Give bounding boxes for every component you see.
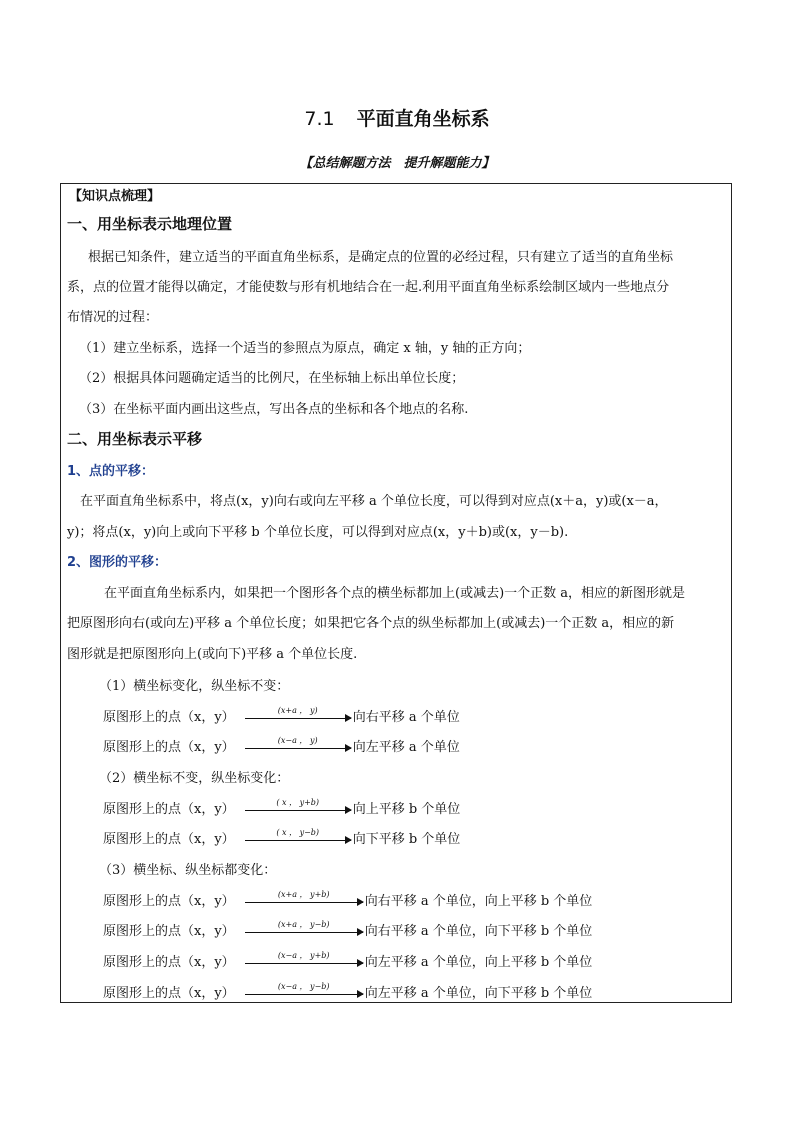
- rule-prefix: 原图形上的点（x，y）: [103, 986, 235, 1001]
- rule-prefix: 原图形上的点（x，y）: [103, 740, 235, 755]
- rule-prefix: 原图形上的点（x，y）: [103, 894, 235, 909]
- arrow-label: ( x ， y+b): [276, 797, 320, 807]
- shape-translation-line: 把原图形向右(或向左)平移 a 个单位长度；如果把它各个点的纵坐标都加上(或减去)一个正数 a，相应的新: [67, 616, 675, 631]
- right-arrow-icon: [245, 827, 351, 841]
- arrow-label: (x+a ， y+b): [277, 889, 330, 899]
- section-1-step: （2）根据具体问题确定适当的比例尺，在坐标轴上标出单位长度；: [79, 371, 465, 386]
- rule-line: [103, 950, 593, 971]
- rule-result: 向上平移 b 个单位: [352, 802, 461, 817]
- knowledge-box: [60, 183, 732, 1003]
- section-tag: 【知识点梳理】: [69, 189, 161, 204]
- right-arrow-icon: [245, 950, 363, 964]
- section-1-step: （1）建立坐标系，选择一个适当的参照点为原点，确定 x 轴，y 轴的正方向；: [79, 341, 531, 356]
- title-number: 7.1: [304, 108, 335, 130]
- right-arrow-icon: [245, 919, 363, 933]
- shape-translation-line: 图形就是把原图形向上(或向下)平移 a 个单位长度.: [67, 647, 358, 662]
- rule-result: 向左平移 a 个单位，向上平移 b 个单位: [364, 955, 593, 970]
- arrow-label: (x−a ， y+b): [277, 950, 330, 960]
- rule-line: [103, 735, 460, 756]
- rule-line: [103, 797, 461, 818]
- rule-result: 向左平移 a 个单位: [352, 740, 460, 755]
- rule-line: [103, 981, 593, 1002]
- shape-translation-heading: 2、图形的平移：: [67, 555, 168, 570]
- section-1-paragraph-line: 系，点的位置才能得以确定，才能使数与形有机地结合在一起.利用平面直角坐标系绘制区域内一些地点分: [67, 280, 670, 295]
- arrow-label: (x−a ， y−b): [277, 981, 330, 991]
- section-1-paragraph-line: 布情况的过程：: [67, 310, 159, 325]
- arrow-label: (x+a ， y): [277, 705, 318, 715]
- case-heading: （1）横坐标变化，纵坐标不变：: [99, 679, 290, 694]
- rule-line: [103, 827, 461, 848]
- rule-line: [103, 705, 460, 726]
- section-1-paragraph-line: 根据已知条件，建立适当的平面直角坐标系，是确定点的位置的必经过程，只有建立了适当的直角坐标: [88, 250, 674, 265]
- rule-prefix: 原图形上的点（x，y）: [103, 832, 235, 847]
- arrow-label: ( x ， y−b): [276, 827, 320, 837]
- right-arrow-icon: [245, 735, 351, 749]
- case-heading: （3）横坐标、纵坐标都变化：: [99, 863, 277, 878]
- section-1-step: （3）在坐标平面内画出这些点，写出各点的坐标和各个地点的名称.: [79, 402, 469, 417]
- rule-result: 向左平移 a 个单位，向下平移 b 个单位: [364, 986, 593, 1001]
- rule-prefix: 原图形上的点（x，y）: [103, 710, 235, 725]
- right-arrow-icon: [245, 889, 363, 903]
- page-title: [0, 104, 794, 131]
- case-heading: （2）横坐标不变，纵坐标变化：: [99, 771, 290, 786]
- point-translation-heading: 1、点的平移：: [67, 464, 155, 479]
- rule-prefix: 原图形上的点（x，y）: [103, 955, 235, 970]
- rule-prefix: 原图形上的点（x，y）: [103, 924, 235, 939]
- rule-result: 向右平移 a 个单位: [352, 710, 460, 725]
- title-text: 平面直角坐标系: [356, 108, 490, 130]
- rule-prefix: 原图形上的点（x，y）: [103, 802, 235, 817]
- section-1-heading: 一、用坐标表示地理位置: [67, 215, 233, 233]
- right-arrow-icon: [245, 797, 351, 811]
- point-translation-line: 在平面直角坐标系中，将点(x，y)向右或向左平移 a 个单位长度，可以得到对应点(x＋a，y)或(x－a，: [80, 494, 668, 509]
- point-translation-line: y)；将点(x，y)向上或向下平移 b 个单位长度，可以得到对应点(x，y＋b)或(x，y－b).: [67, 525, 569, 540]
- rule-result: 向下平移 b 个单位: [352, 832, 461, 847]
- section-2-heading: 二、用坐标表示平移: [67, 430, 203, 448]
- shape-translation-line: 在平面直角坐标系内，如果把一个图形各个点的横坐标都加上(或减去)一个正数 a，相应的新图形就是: [104, 586, 686, 601]
- arrow-label: (x+a ， y−b): [277, 919, 330, 929]
- right-arrow-icon: [245, 705, 351, 719]
- rule-result: 向右平移 a 个单位，向上平移 b 个单位: [364, 894, 593, 909]
- arrow-label: (x−a ， y): [277, 735, 318, 745]
- page-subtitle: 【总结解题方法 提升解题能力】: [299, 156, 495, 171]
- rule-result: 向右平移 a 个单位，向下平移 b 个单位: [364, 924, 593, 939]
- right-arrow-icon: [245, 981, 363, 995]
- rule-line: [103, 919, 593, 940]
- rule-line: [103, 889, 593, 910]
